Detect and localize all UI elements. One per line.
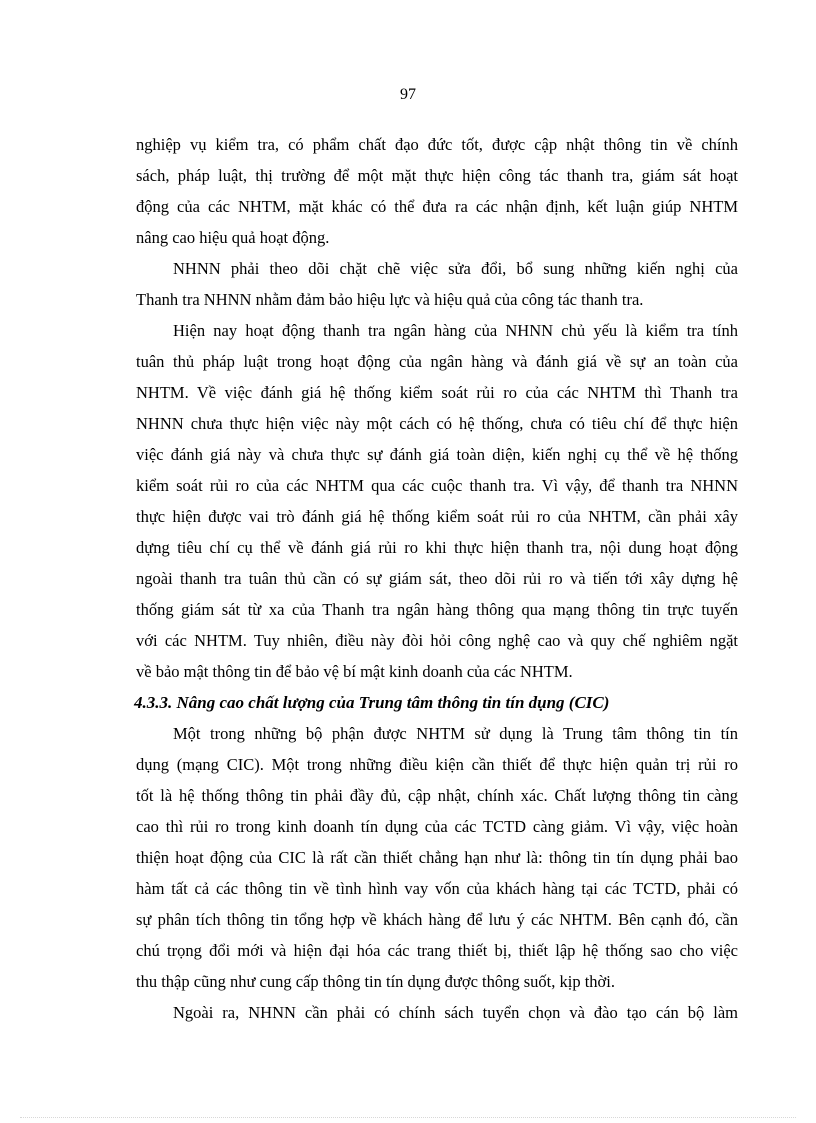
text-line: NHNN chưa thực hiện việc này một cách có hệ thống, chưa có tiêu chí để thực hiện bbox=[136, 414, 738, 433]
text-line: với các NHTM. Tuy nhiên, điều này đòi hỏi công nghệ cao và quy chế nghiêm ngặt bbox=[136, 631, 738, 650]
paragraph bbox=[136, 129, 738, 253]
text-line: dựng tiêu chí cụ thể về đánh giá rủi ro khi thực hiện thanh tra, nội dung hoạt động bbox=[136, 538, 738, 557]
paragraph bbox=[136, 997, 738, 1028]
paragraph bbox=[136, 253, 738, 315]
text-line: chú trọng đổi mới và hiện đại hóa các trang thiết bị, thiết lập hệ thống sao cho việc bbox=[136, 941, 738, 960]
text-line: NHNN phải theo dõi chặt chẽ việc sửa đổi, bổ sung những kiến nghị của bbox=[173, 259, 738, 278]
text-line: NHTM. Về việc đánh giá hệ thống kiểm soát rủi ro của các NHTM thì Thanh tra bbox=[136, 383, 738, 402]
text-line: Một trong những bộ phận được NHTM sử dụng là Trung tâm thông tin tín bbox=[173, 724, 738, 743]
text-line: thu thập cũng như cung cấp thông tin tín dụng được thông suốt, kịp thời. bbox=[136, 972, 615, 991]
text-line: ngoài thanh tra tuân thủ cần có sự giám sát, theo dõi rủi ro và tiến tới xây dựng hệ bbox=[136, 569, 738, 588]
section-heading: 4.3.3. Nâng cao chất lượng của Trung tâm thông tin tín dụng (CIC) bbox=[134, 693, 610, 712]
text-line: tuân thủ pháp luật trong hoạt động của ngân hàng và đánh giá về sự an toàn của bbox=[136, 352, 738, 371]
text-line: kiểm soát rủi ro của các NHTM qua các cuộc thanh tra. Vì vậy, để thanh tra NHNN bbox=[136, 476, 738, 495]
text-line: hàm tất cả các thông tin về tình hình vay vốn của khách hàng tại các TCTD, phải có bbox=[136, 879, 738, 898]
text-line: Ngoài ra, NHNN cần phải có chính sách tuyển chọn và đào tạo cán bộ làm bbox=[173, 1003, 738, 1022]
page-number: 97 bbox=[400, 86, 416, 103]
text-line: việc đánh giá này và chưa thực sự đánh giá toàn diện, kiến nghị cụ thể về hệ thống bbox=[136, 445, 738, 464]
text-line: Hiện nay hoạt động thanh tra ngân hàng của NHNN chủ yếu là kiểm tra tính bbox=[173, 321, 738, 340]
page-bottom-divider bbox=[20, 1117, 796, 1118]
text-line: Thanh tra NHNN nhằm đảm bảo hiệu lực và hiệu quả của công tác thanh tra. bbox=[136, 290, 644, 309]
text-line: sự phân tích thông tin tổng hợp về khách hàng để lưu ý các NHTM. Bên cạnh đó, cần bbox=[136, 910, 738, 929]
text-line: nghiệp vụ kiểm tra, có phẩm chất đạo đức tốt, được cập nhật thông tin về chính bbox=[136, 135, 738, 154]
text-line: nâng cao hiệu quả hoạt động. bbox=[136, 228, 330, 247]
body-text bbox=[136, 129, 738, 1028]
text-line: tốt là hệ thống thông tin phải đầy đủ, cập nhật, chính xác. Chất lượng thông tin càng bbox=[136, 786, 738, 805]
text-line: thống giám sát từ xa của Thanh tra ngân hàng thông qua mạng thông tin trực tuyến bbox=[136, 600, 738, 619]
text-line: dụng (mạng CIC). Một trong những điều kiện cần thiết để thực hiện quản trị rủi ro bbox=[136, 755, 738, 774]
paragraph bbox=[136, 718, 738, 997]
paragraph bbox=[136, 315, 738, 687]
text-line: sách, pháp luật, thị trường để một mặt thực hiện công tác thanh tra, giám sát hoạt bbox=[136, 166, 738, 185]
text-line: về bảo mật thông tin để bảo vệ bí mật kinh doanh của các NHTM. bbox=[136, 662, 573, 681]
text-line: động của các NHTM, mặt khác có thể đưa ra các nhận định, kết luận giúp NHTM bbox=[136, 197, 738, 216]
text-line: thiện hoạt động của CIC là rất cần thiết chẳng hạn như là: thông tin tín dụng phải bao bbox=[136, 848, 738, 867]
text-line: cao thì rủi ro trong kinh doanh tín dụng của các TCTD càng giảm. Vì vậy, việc hoàn bbox=[136, 817, 738, 836]
text-line: thực hiện được vai trò đánh giá hệ thống kiểm soát rủi ro của NHTM, cần phải xây bbox=[136, 507, 738, 526]
